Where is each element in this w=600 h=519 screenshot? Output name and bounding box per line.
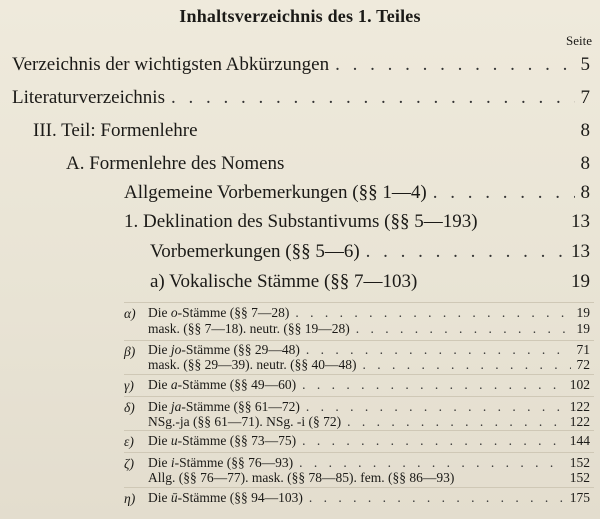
entry-label: Die i-Stämme (§§ 76—93) — [148, 455, 294, 470]
entry-page: 8 — [580, 182, 590, 203]
sub-entry-a-stems — [148, 377, 590, 393]
sub-entry-i-stems-detail — [148, 470, 590, 486]
toc-entry-vokalische — [150, 271, 590, 293]
entry-page: 122 — [569, 414, 590, 429]
separator — [124, 374, 594, 375]
toc-entry-allgemeine — [124, 182, 590, 204]
entry-label: Die a-Stämme (§§ 49—60) — [148, 377, 297, 392]
sub-entry-i-stems — [148, 455, 590, 471]
entry-page: 152 — [569, 455, 590, 470]
toc-entry-deklination — [124, 211, 590, 233]
entry-page: 5 — [580, 54, 590, 75]
separator — [124, 430, 594, 431]
entry-page: 7 — [580, 87, 590, 108]
entry-page: 19 — [576, 321, 590, 336]
entry-page: 152 — [569, 470, 590, 485]
entry-page: 102 — [569, 377, 590, 392]
sub-entry-u-long-stems — [148, 490, 590, 506]
entry-page: 72 — [576, 357, 590, 372]
entry-label: mask. (§§ 7—18). neutr. (§§ 19—28) — [148, 321, 350, 336]
entry-label: mask. (§§ 29—39). neutr. (§§ 40—48) — [148, 357, 357, 372]
separator — [124, 487, 594, 488]
sub-entry-ja-stems-detail — [148, 414, 590, 430]
entry-label: A. Formenlehre des Nomens — [66, 153, 285, 174]
toc-title: Inhaltsverzeichnis des 1. Teiles — [179, 6, 421, 26]
sub-entry-jo-stems-detail — [148, 357, 590, 373]
sub-entry-ja-stems — [148, 399, 590, 415]
leader-dots — [171, 87, 575, 109]
entry-label: Die ja-Stämme (§§ 61—72) — [148, 399, 300, 414]
leader-dots — [302, 433, 564, 449]
separator — [124, 396, 594, 397]
leader-dots — [295, 305, 570, 321]
entry-label: 1. Deklination des Substantivums (§§ 5—193) — [124, 211, 478, 232]
leader-dots — [299, 455, 564, 471]
leader-dots — [302, 377, 564, 393]
sub-entry-o-stems — [148, 305, 590, 321]
separator — [124, 452, 594, 453]
entry-page: 13 — [571, 241, 590, 262]
entry-page: 8 — [580, 153, 590, 174]
toc-entry-vorbemerkungen — [150, 241, 590, 263]
toc-entry-literature — [12, 87, 590, 109]
entry-page: 19 — [576, 305, 590, 320]
entry-label: Allgemeine Vorbemerkungen (§§ 1—4) — [124, 182, 427, 203]
entry-label: Die u-Stämme (§§ 73—75) — [148, 433, 297, 448]
greek-marker: ζ) — [124, 456, 134, 471]
leader-dots — [356, 321, 571, 337]
leader-dots — [306, 399, 564, 415]
sub-entry-o-stems-detail — [148, 321, 590, 337]
entry-page: 122 — [569, 399, 590, 414]
greek-marker: ε) — [124, 434, 134, 449]
sub-entry-jo-stems — [148, 342, 590, 358]
entry-label: Vorbemerkungen (§§ 5—6) — [150, 241, 360, 262]
entry-page: 19 — [571, 271, 590, 292]
entry-page: 8 — [580, 120, 590, 141]
greek-marker: β) — [124, 344, 136, 359]
entry-label: Verzeichnis der wichtigsten Abkürzungen — [12, 54, 330, 75]
entry-page: 144 — [569, 433, 590, 448]
page-column-label: Seite — [566, 33, 592, 48]
leader-dots — [366, 241, 565, 263]
entry-page: 71 — [576, 342, 590, 357]
toc-entry-nomens — [66, 153, 590, 175]
greek-marker: γ) — [124, 378, 134, 393]
entry-label: NSg.-ja (§§ 61—71). NSg. -i (§ 72) — [148, 414, 342, 429]
entry-page: 175 — [569, 490, 590, 505]
leader-dots — [362, 357, 570, 373]
sub-entry-u-stems — [148, 433, 590, 449]
separator — [124, 302, 594, 303]
leader-dots — [309, 490, 564, 506]
entry-label: Die jo-Stämme (§§ 29—48) — [148, 342, 300, 357]
entry-label: a) Vokalische Stämme (§§ 7—103) — [150, 271, 418, 292]
entry-label: Die ū-Stämme (§§ 94—103) — [148, 490, 303, 505]
toc-entry-formenlehre — [33, 120, 590, 142]
separator — [124, 340, 594, 341]
greek-marker: δ) — [124, 400, 135, 415]
leader-dots — [335, 54, 574, 76]
greek-marker: η) — [124, 491, 136, 506]
entry-label: Allg. (§§ 76—77). mask. (§§ 78—85). fem. (§§ 86—93) — [148, 470, 455, 485]
entry-page: 13 — [571, 211, 590, 232]
entry-label: III. Teil: Formenlehre — [33, 120, 198, 141]
leader-dots — [306, 342, 571, 358]
entry-label: Die o-Stämme (§§ 7—28) — [148, 305, 290, 320]
leader-dots — [347, 414, 564, 430]
leader-dots — [433, 182, 575, 204]
greek-marker: α) — [124, 306, 136, 321]
entry-label: Literaturverzeichnis — [12, 87, 165, 108]
toc-entry-abbreviations — [12, 54, 590, 76]
